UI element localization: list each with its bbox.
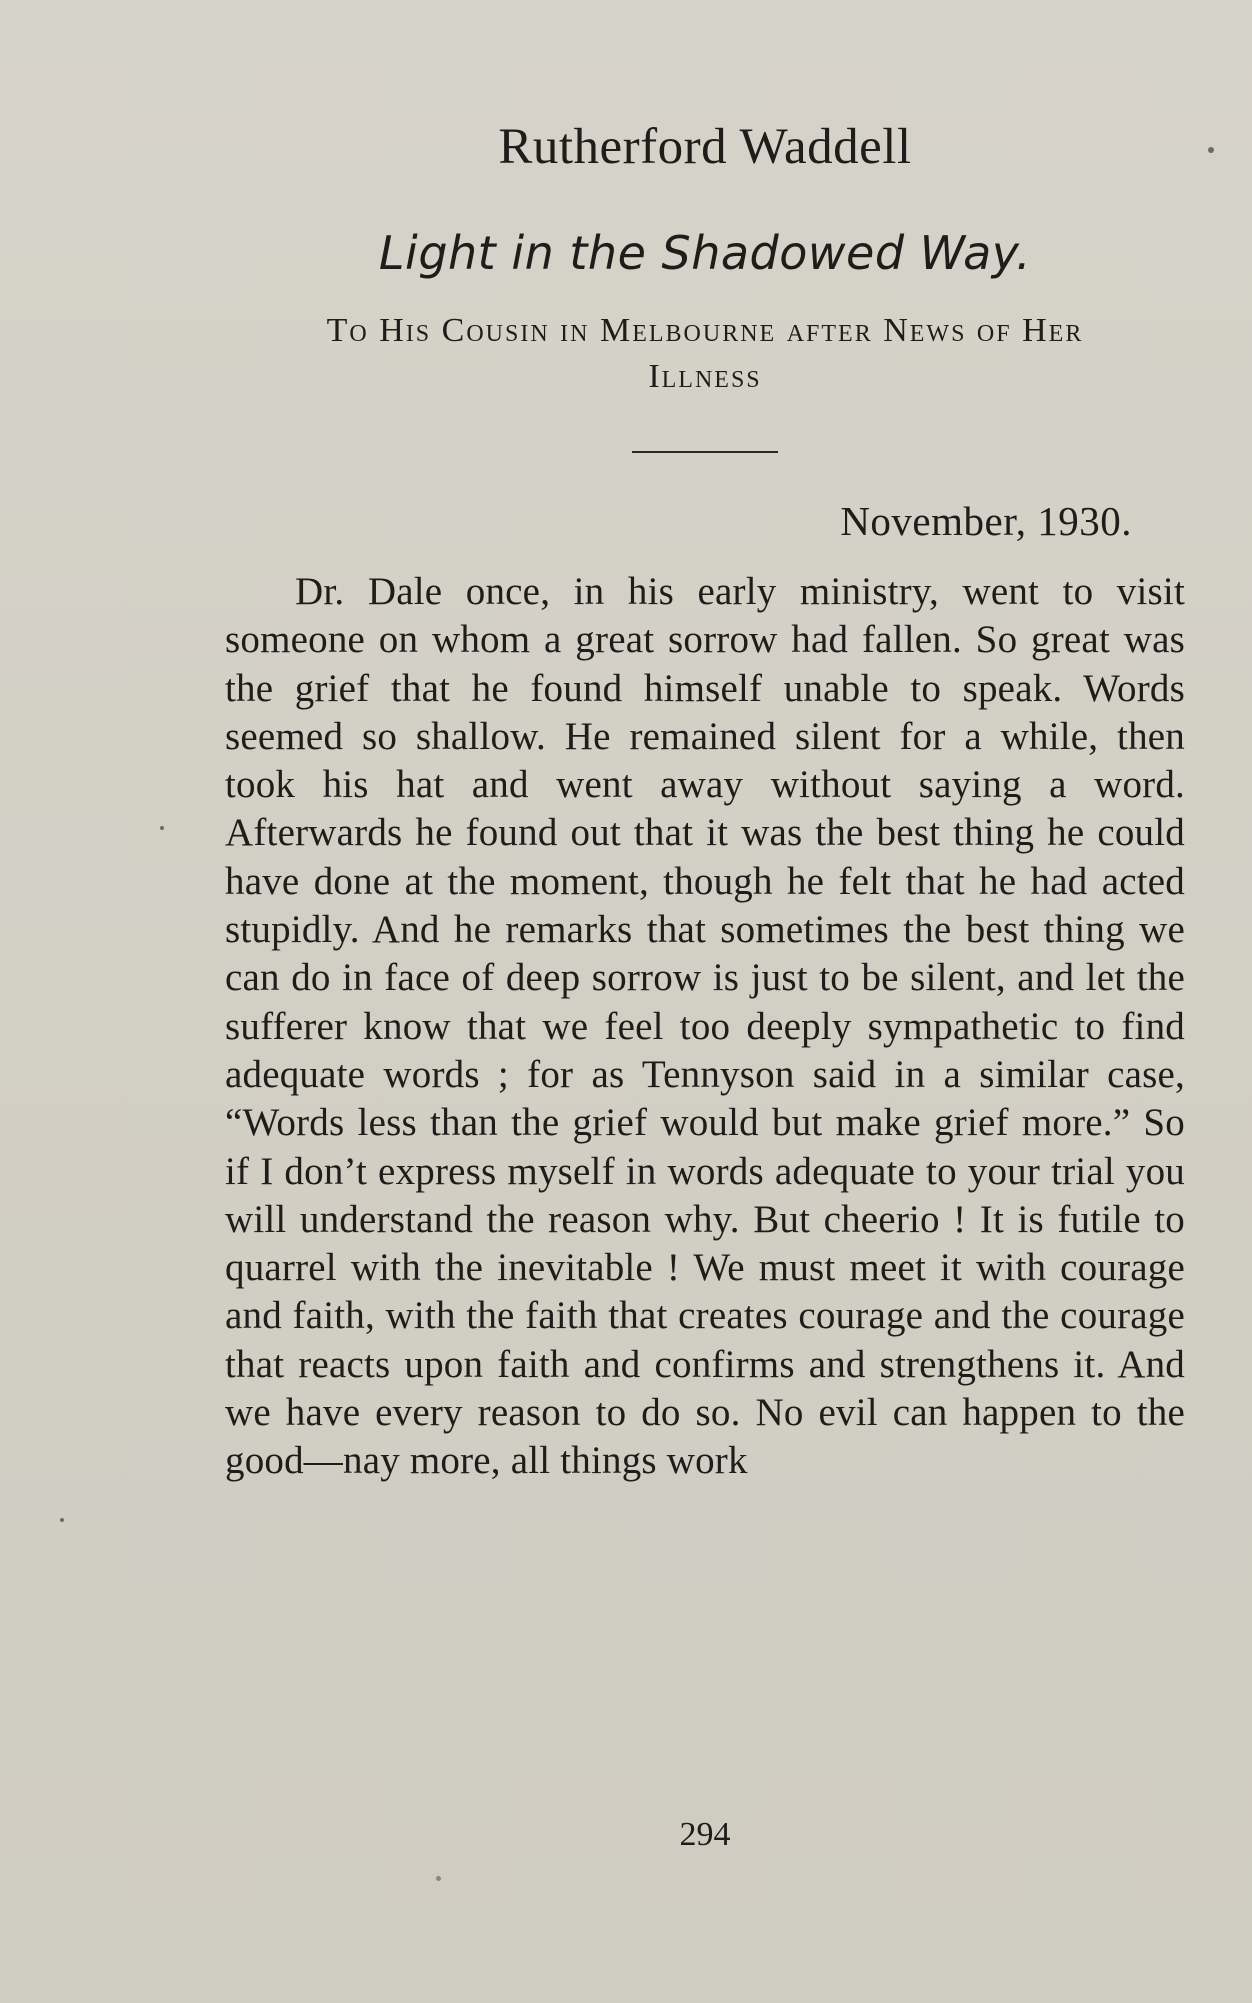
paper-speck xyxy=(60,1518,64,1522)
page-number: 294 xyxy=(679,1816,731,1853)
paper-speck xyxy=(160,826,164,830)
body-paragraph: Dr. Dale once, in his early ministry, went to visit someone on whom a great sorrow had fallen. So great was the grief that he found himself unable to speak. Words seemed so shallow. He remained silent for a while, then took his hat and went away without saying a word. Afterwards he found out that it was the best thing he could have done at the moment, though he felt that he had acted stupidly. And he remarks that sometimes the best thing we can do in face of deep sorrow is just to be silent, and let the sufferer know that we feel too deeply sympathetic to find adequate words ; for as Tennyson said in a similar case, “Words less than the grief would but make grief more.” So if I don’t express myself in words adequate to your trial you will understand the reason why. But cheerio ! It is futile to quarrel with the inevitable ! We must meet it with courage and faith, with the faith that creates courage and the courage that reacts upon faith and confirms and strengthens it. And we have every reason to do so. No evil can happen to the good—nay more, all things work xyxy=(225,570,1185,1483)
chapter-title: Light in the Shadowed Way. xyxy=(378,226,1032,280)
letter-date: November, 1930. xyxy=(840,498,1132,544)
paper-speck xyxy=(1208,147,1214,153)
paper-speck xyxy=(436,1876,441,1881)
chapter-subtitle: To His Cousin in Melbourne after News of Her Illness xyxy=(326,312,1084,395)
section-rule xyxy=(632,451,778,453)
running-head: Rutherford Waddell xyxy=(498,119,912,175)
